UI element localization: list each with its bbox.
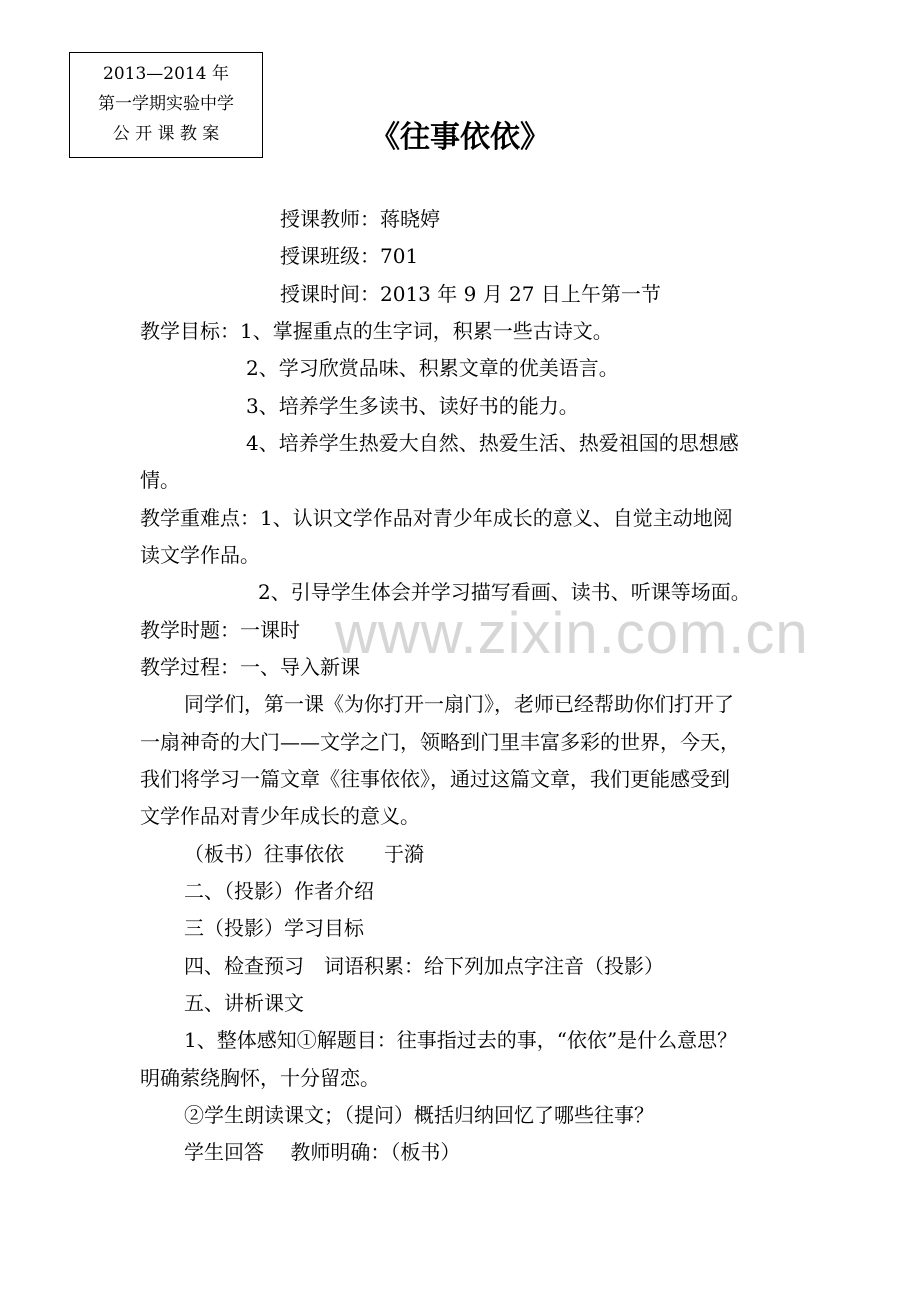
board-title-author: （板书）往事依依 于漪: [184, 842, 424, 866]
objective-3: 3、培养学生多读书、读好书的能力。: [246, 394, 579, 418]
objective-4-cont: 情。: [140, 468, 180, 492]
difficulty-1-cont: 读文学作品。: [140, 543, 260, 567]
intro-paragraph-line-3: 我们将学习一篇文章《往事依依》，通过这篇文章，我们更能感受到: [140, 767, 730, 791]
class-line: 授课班级：701: [280, 244, 419, 268]
section-3: 三（投影）学习目标: [184, 916, 364, 940]
section-2: 二、（投影）作者介绍: [184, 879, 374, 903]
time-line: 授课时间：2013 年 9 月 27 日上午第一节: [280, 282, 661, 306]
section-5-item-1-cont: 明确萦绕胸怀，十分留恋。: [140, 1066, 380, 1090]
document-title: 《往事依依》: [370, 120, 550, 155]
teacher-line: 授课教师：蒋晓婷: [280, 207, 440, 231]
section-5-item-1: 1、整体感知①解题目：往事指过去的事，“依依”是什么意思？: [184, 1028, 738, 1052]
process-heading: 教学过程：一、导入新课: [140, 655, 360, 679]
intro-paragraph-line-1: 同学们，第一课《为你打开一扇门》，老师已经帮助你们打开了: [184, 692, 734, 716]
stamp-school: 第一学期实验中学: [98, 94, 234, 114]
intro-paragraph-line-2: 一扇神奇的大门——文学之门，领略到门里丰富多彩的世界，今天，: [140, 730, 740, 754]
watermark: www.zixin.com.cn: [335, 601, 809, 666]
section-5-answer: 学生回答 教师明确：（板书）: [184, 1140, 461, 1164]
intro-paragraph-line-4: 文学作品对青少年成长的意义。: [140, 804, 420, 828]
section-4: 四、检查预习 词语积累：给下列加点字注音（投影）: [184, 954, 664, 978]
section-5: 五、讲析课文: [184, 991, 304, 1015]
section-5-item-2: ②学生朗读课文；（提问）概括归纳回忆了哪些往事？: [184, 1103, 654, 1127]
objective-2: 2、学习欣赏品味、积累文章的优美语言。: [246, 356, 619, 380]
difficulty-2: 2、引导学生体会并学习描写看画、读书、听课等场面。: [258, 580, 751, 604]
difficulty-1: 教学重难点：1、认识文学作品对青少年成长的意义、自觉主动地阅: [140, 506, 733, 530]
stamp-year: 2013—2014 年: [103, 64, 229, 84]
class-hours: 教学时题：一课时: [140, 618, 300, 642]
objective-4: 4、培养学生热爱大自然、热爱生活、热爱祖国的思想感: [246, 431, 739, 455]
objective-1: 教学目标：1、掌握重点的生字词，积累一些古诗文。: [140, 319, 613, 343]
stamp-label: 公 开 课 教 案: [112, 124, 220, 144]
